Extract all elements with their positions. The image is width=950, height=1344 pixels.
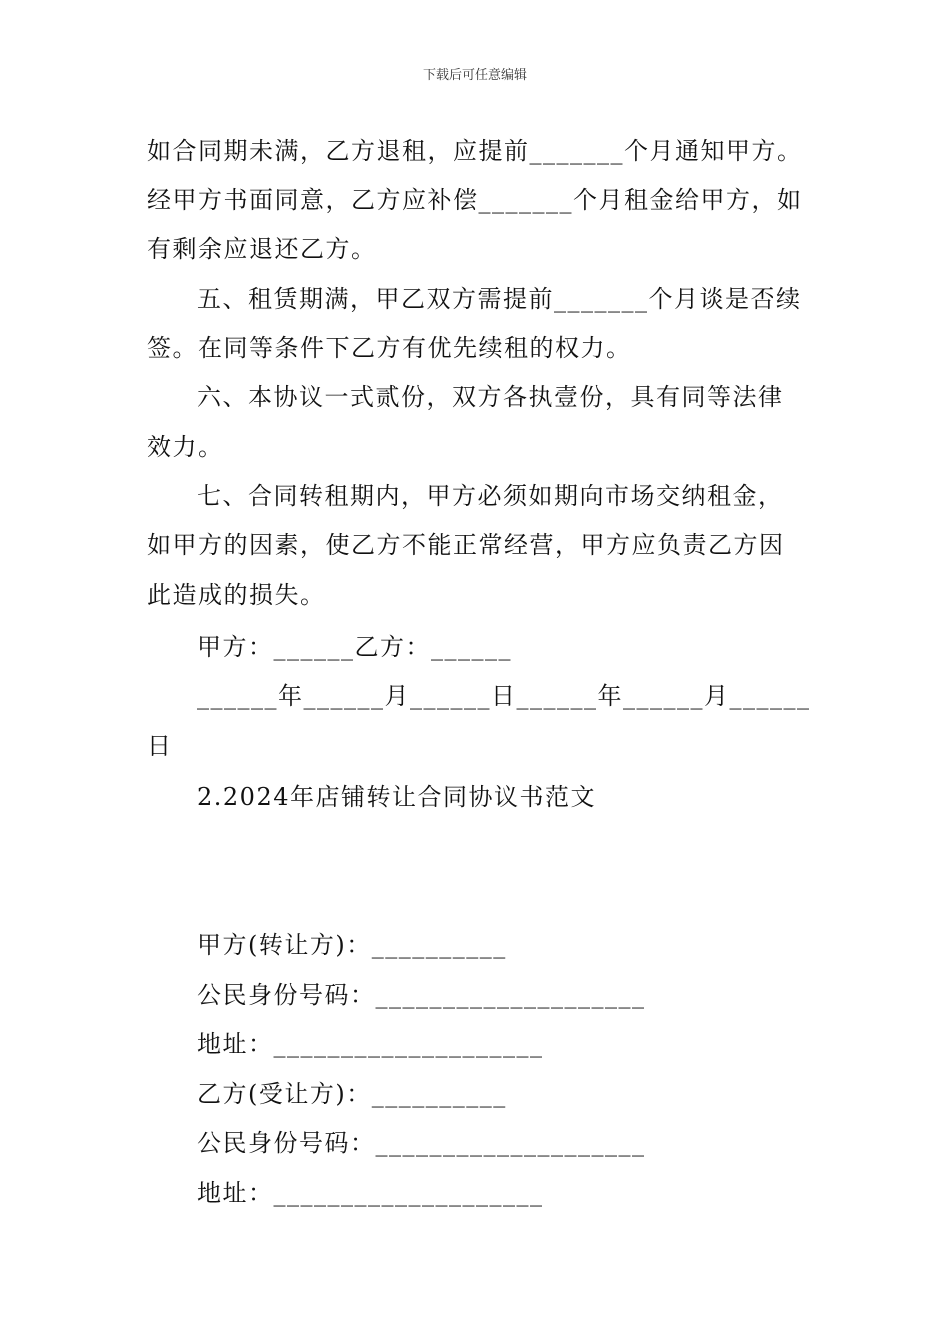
signature-date-continued: 日 bbox=[147, 732, 173, 760]
party-a-id-line: 公民身份号码：____________________ bbox=[197, 981, 646, 1009]
party-b-address-line: 地址：____________________ bbox=[197, 1179, 544, 1207]
party-a-address-line: 地址：____________________ bbox=[197, 1030, 544, 1058]
contract-text-line: 有剩余应退还乙方。 bbox=[147, 235, 377, 263]
page-header: 下载后可任意编辑 bbox=[422, 68, 527, 83]
contract-text-line: 此造成的损失。 bbox=[147, 581, 326, 609]
contract-text-line: 如甲方的因素，使乙方不能正常经营，甲方应负责乙方因 bbox=[147, 531, 785, 559]
signature-parties-line: 甲方：______乙方：______ bbox=[197, 633, 512, 661]
clause-five-line: 五、租赁期满，甲乙双方需提前_______个月谈是否续 bbox=[197, 285, 802, 313]
signature-date-line: ______年______月______日______年______月______ bbox=[197, 682, 811, 710]
contract-text-line: 如合同期未满，乙方退租，应提前_______个月通知甲方。 bbox=[147, 137, 803, 165]
party-b-line: 乙方(受让方)：__________ bbox=[197, 1080, 507, 1108]
contract-text-line: 效力。 bbox=[147, 433, 224, 461]
party-b-id-line: 公民身份号码：____________________ bbox=[197, 1129, 646, 1157]
contract-text-line: 经甲方书面同意，乙方应补偿_______个月租金给甲方，如 bbox=[147, 186, 803, 214]
clause-seven-line: 七、合同转租期内，甲方必须如期向市场交纳租金， bbox=[197, 482, 784, 510]
clause-six-line: 六、本协议一式贰份，双方各执壹份，具有同等法律 bbox=[197, 383, 784, 411]
contract-text-line: 签。在同等条件下乙方有优先续租的权力。 bbox=[147, 334, 632, 362]
section-title: 2.2024年店铺转让合同协议书范文 bbox=[197, 783, 596, 811]
party-a-line: 甲方(转让方)：__________ bbox=[197, 931, 507, 959]
